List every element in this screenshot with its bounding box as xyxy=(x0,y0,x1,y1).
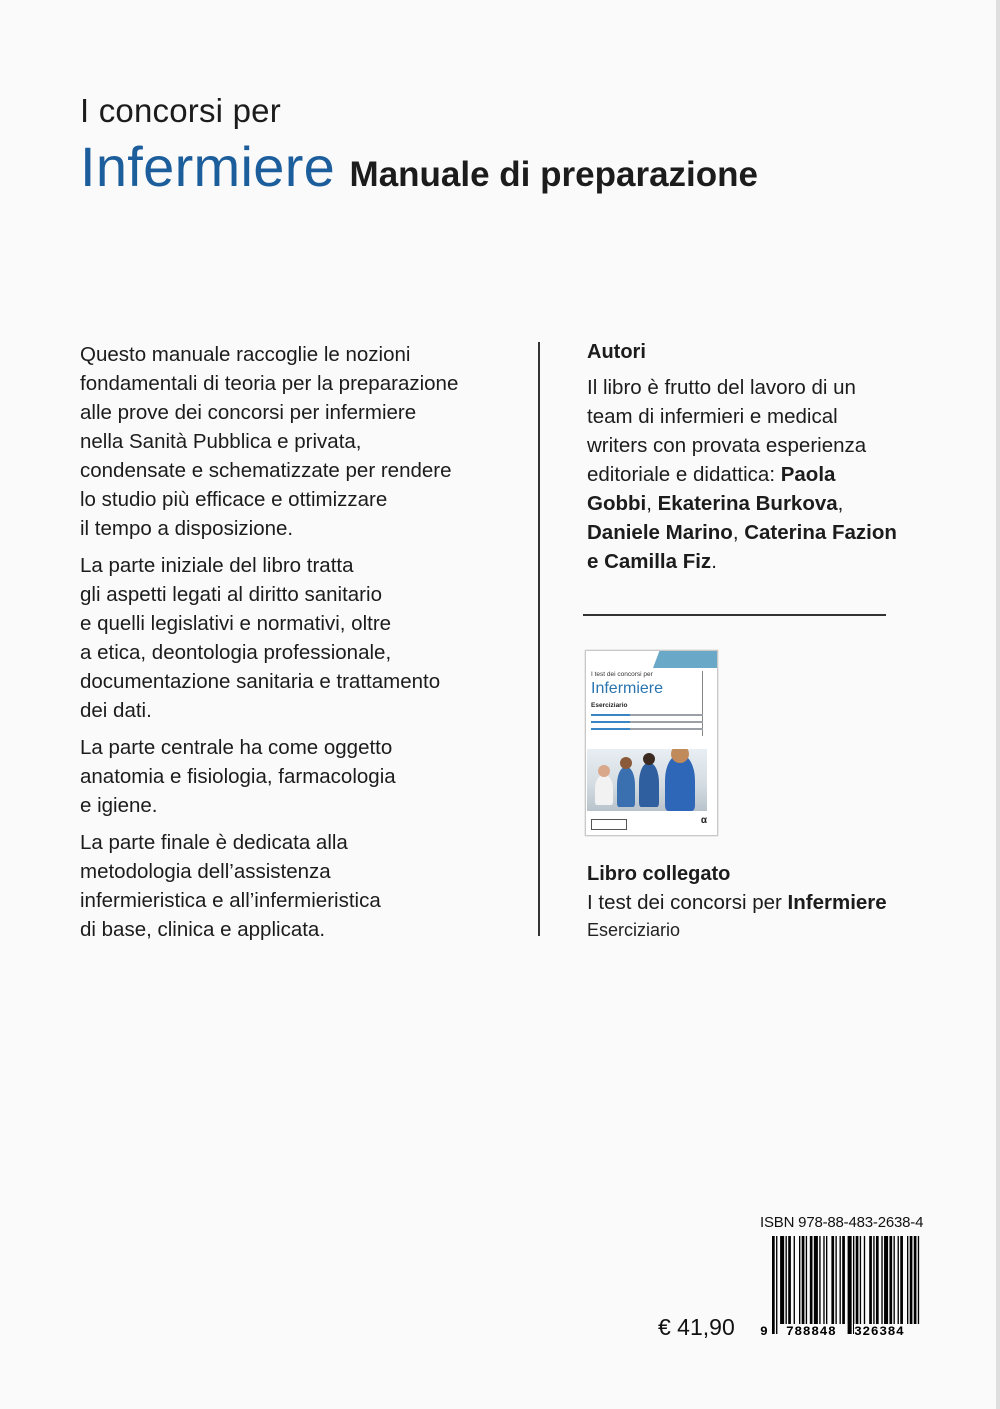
separator: . xyxy=(711,550,717,573)
text-line: condensate e schematizzate per rendere xyxy=(80,459,452,482)
text-line: La parte finale è dedicata alla xyxy=(80,831,348,854)
text-fragment: editoriale e didattica: xyxy=(587,463,781,486)
separator: , xyxy=(732,521,745,544)
barcode-bar xyxy=(884,1236,888,1324)
cover-series-logo xyxy=(591,819,627,830)
book-subtitle: Manuale di preparazione xyxy=(349,155,758,194)
text-line: alle prove dei concorsi per infermiere xyxy=(80,401,417,424)
text-line: team di infermieri e medical xyxy=(587,405,838,428)
barcode xyxy=(760,1236,920,1340)
text-line: anatomia e fisiologia, farmacologia xyxy=(80,765,396,788)
cover-banner xyxy=(653,651,717,668)
text-line: writers con provata esperienza xyxy=(587,434,867,457)
description-paragraph-4 xyxy=(80,828,520,944)
barcode-bar xyxy=(772,1236,775,1334)
text-line: nella Sanità Pubblica e privata, xyxy=(80,430,362,453)
author-name: Ekaterina Burkova xyxy=(657,492,838,515)
barcode-bar xyxy=(918,1236,919,1324)
cover-text-lines xyxy=(591,714,703,735)
barcode-bar xyxy=(876,1236,879,1324)
text-line: a etica, deontologia professionale, xyxy=(80,641,392,664)
separator: , xyxy=(646,492,658,515)
barcode-bar xyxy=(864,1236,865,1324)
cover-subtitle: Eserciziario xyxy=(591,702,628,709)
related-subtitle: Eserciziario xyxy=(587,920,681,940)
barcode-bar xyxy=(889,1236,892,1324)
text-line: Il libro è frutto del lavoro di un xyxy=(587,376,856,399)
page-edge xyxy=(996,0,1000,1409)
author-name: Caterina Fazion xyxy=(744,521,897,544)
column-divider xyxy=(538,342,540,936)
barcode-digits-left: 788848 xyxy=(786,1324,837,1339)
author-name: Daniele Marino xyxy=(587,521,733,544)
authors-section xyxy=(587,338,917,576)
text-line: metodologia dell’assistenza xyxy=(80,860,331,883)
text-fragment: I test dei concorsi per xyxy=(587,891,788,914)
cover-title: Infermiere xyxy=(591,680,664,697)
barcode-bar xyxy=(819,1236,820,1324)
barcode-bar xyxy=(780,1236,784,1324)
author-name: e Camilla Fiz xyxy=(587,550,712,573)
barcode-bar xyxy=(894,1236,895,1324)
book-title: Infermiere xyxy=(80,135,336,198)
description-column xyxy=(80,340,520,952)
text-line: La parte centrale ha come oggetto xyxy=(80,736,393,759)
barcode-bar xyxy=(853,1236,854,1334)
related-book-cover xyxy=(585,650,718,836)
barcode-digit-first: 9 xyxy=(760,1324,768,1339)
barcode-bar xyxy=(835,1236,836,1324)
description-paragraph-1 xyxy=(80,340,520,543)
text-line: gli aspetti legati al diritto sanitario xyxy=(80,583,382,606)
barcode-bar xyxy=(776,1236,777,1334)
pre-title: I concorsi per xyxy=(80,92,281,129)
barcode-bar xyxy=(900,1236,903,1324)
description-paragraph-3 xyxy=(80,733,520,820)
author-name: Gobbi xyxy=(587,492,647,515)
separator: , xyxy=(837,492,844,515)
barcode-bar xyxy=(910,1236,913,1324)
authors-heading: Autori xyxy=(587,341,646,363)
barcode-bar xyxy=(823,1236,824,1324)
text-line: infermieristica e all’infermieristica xyxy=(80,889,381,912)
text-line: dei dati. xyxy=(80,699,152,722)
barcode-bar xyxy=(806,1236,807,1324)
text-line xyxy=(587,460,917,489)
barcode-bar xyxy=(860,1236,861,1324)
price: € 41,90 xyxy=(658,1314,735,1340)
barcode-bar xyxy=(856,1236,859,1324)
related-title-bold: Infermiere xyxy=(787,891,887,914)
title-row xyxy=(80,134,758,199)
barcode-bar xyxy=(794,1236,795,1324)
text-line: di base, clinica e applicata. xyxy=(80,918,326,941)
authors-text xyxy=(587,373,917,576)
barcode-bar xyxy=(914,1236,917,1324)
barcode-digits-right: 326384 xyxy=(854,1324,905,1339)
barcode-bar xyxy=(814,1236,818,1324)
isbn-number: ISBN 978-88-483-2638-4 xyxy=(760,1214,924,1231)
text-line xyxy=(587,518,917,547)
barcode-bar xyxy=(810,1236,813,1324)
barcode-bar xyxy=(848,1236,852,1334)
barcode-bar xyxy=(873,1236,874,1324)
barcode-bar xyxy=(788,1236,791,1324)
barcode-bar xyxy=(898,1236,899,1324)
related-title xyxy=(587,888,927,918)
text-line: e igiene. xyxy=(80,794,158,817)
barcode-bar xyxy=(840,1236,841,1324)
cover-photo-nurses xyxy=(587,749,707,811)
cover-publisher-logo: α xyxy=(700,815,707,826)
barcode-bar xyxy=(831,1236,834,1324)
text-line: e quelli legislativi e normativi, oltre xyxy=(80,612,392,635)
cover-pre-title: I test dei concorsi per xyxy=(591,671,653,678)
text-line: il tempo a disposizione. xyxy=(80,517,294,540)
barcode-bar xyxy=(826,1236,827,1324)
related-heading: Libro collegato xyxy=(587,863,731,885)
text-line: documentazione sanitaria e trattamento xyxy=(80,670,441,693)
barcode-bar xyxy=(881,1236,882,1324)
barcode-bar xyxy=(842,1236,845,1324)
barcode-bar xyxy=(799,1236,800,1324)
related-book-info xyxy=(587,860,927,942)
text-line: fondamentali di teoria per la preparazione xyxy=(80,372,459,395)
barcode-bars xyxy=(760,1236,920,1336)
barcode-bar xyxy=(802,1236,805,1324)
text-line xyxy=(587,489,917,518)
description-paragraph-2 xyxy=(80,551,520,725)
text-line: lo studio più efficace e ottimizzare xyxy=(80,488,388,511)
barcode-bar xyxy=(907,1236,908,1324)
barcode-bar xyxy=(786,1236,787,1324)
text-line: Questo manuale raccoglie le nozioni xyxy=(80,343,411,366)
text-line: La parte iniziale del libro tratta xyxy=(80,554,354,577)
section-divider xyxy=(583,614,886,616)
author-name: Paola xyxy=(780,463,836,486)
barcode-bar xyxy=(869,1236,872,1324)
text-line xyxy=(587,547,917,576)
